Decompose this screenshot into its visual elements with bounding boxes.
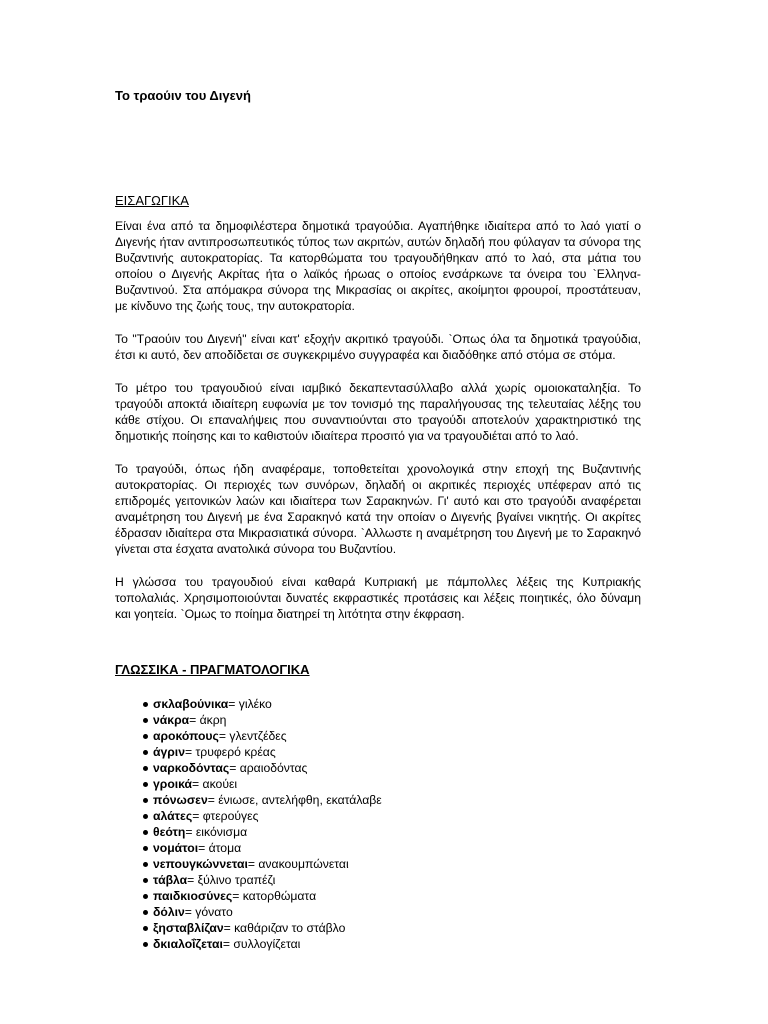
glossary-term: ναρκοδόντας: [153, 761, 230, 775]
glossary-item: [115, 856, 382, 872]
glossary-definition: = άτομα: [198, 841, 242, 855]
bullet-icon: [143, 718, 148, 723]
glossary-definition: = συλλογίζεται: [222, 937, 301, 951]
glossary-term: ξησταβλίζαν: [153, 921, 224, 935]
glossary-definition: = ανακουμπώνεται: [247, 857, 349, 871]
glossary-term: τάβλα: [153, 873, 188, 887]
intro-heading: ΕΙΣΑΓΩΓΙΚΑ: [115, 193, 189, 208]
glossary-definition: = φτερούγες: [192, 809, 259, 823]
glossary-definition: = άκρη: [189, 713, 227, 727]
glossary-definition: = εικόνισμα: [185, 825, 248, 839]
glossary-item: [115, 792, 382, 808]
intro-paragraph-3: Το μέτρο του τραγουδιού είναι ιαμβικό δεκαπεντασύλλαβο αλλά χωρίς ομοιοκαταληξία. Το τραγούδι αποκτά ιδιαίτερη ευφωνία με τον τονισμό της παραλήγουσας της τελευταίας λέξης του κάθε στίχου. Οι επαναλήψεις που συναντιούνται στο τραγούδι αποτελούν χαρακτηριστικό της δημοτικής ποίησης και το καθιστούν ιδιαίτερα προσιτό για να τραγουδιέται από το λαό.: [115, 381, 641, 443]
glossary-term: νομάτοι: [153, 841, 199, 855]
glossary-item: [115, 776, 382, 792]
glossary-definition: = κατορθώματα: [232, 889, 317, 903]
document-title: Το τραούιν του Διγενή: [115, 88, 251, 103]
bullet-icon: [143, 894, 148, 899]
bullet-icon: [143, 910, 148, 915]
bullet-icon: [143, 798, 148, 803]
glossary-definition: = ένιωσε, αντελήφθη, εκατάλαβε: [207, 793, 382, 807]
glossary-item: [115, 728, 382, 744]
bullet-icon: [143, 830, 148, 835]
bullet-icon: [143, 926, 148, 931]
bullet-icon: [143, 766, 148, 771]
bullet-icon: [143, 750, 148, 755]
glossary-item: [115, 712, 382, 728]
bullet-icon: [143, 942, 148, 947]
glossary-item: [115, 888, 382, 904]
glossary-term: δκιαλοΐζεται: [153, 937, 223, 951]
glossary-item: [115, 936, 382, 952]
glossary-item: [115, 840, 382, 856]
glossary-item: [115, 696, 382, 712]
glossary-term: θεότη: [153, 825, 186, 839]
glossary-term: πόνωσεν: [153, 793, 208, 807]
glossary-item: [115, 744, 382, 760]
bullet-icon: [143, 702, 148, 707]
bullet-icon: [143, 782, 148, 787]
intro-paragraph-1: Είναι ένα από τα δημοφιλέστερα δημοτικά τραγούδια. Αγαπήθηκε ιδιαίτερα από το λαό γιατί ο Διγενής ήταν αντιπροσωπευτικός τύπος των ακριτών, αυτών δηλαδή που φύλαγαν τα σύνορα της Βυζαντινής αυτοκρατορίας. Τα κατορθώματα του τραγουδήθηκαν από το λαό, στα μάτια του οποίου ο Διγενής Ακρίτας ήτα ο λαϊκός ήρωας ο οποίος ενσάρκωνε τα όνειρα του `Ελληνα-Βυζαντινού. Στα απόμακρα σύνορα της Μικρασίας οι ακρίτες, ακοίμητοι φρουροί, προστάτευαν, με κίνδυνο της ζωής τους, την αυτοκρατορία.: [115, 219, 641, 313]
glossary-definition: = τρυφερό κρέας: [184, 745, 276, 759]
glossary-term: άγριν: [153, 745, 185, 759]
glossary-term: δόλιν: [153, 905, 185, 919]
glossary-definition: = γόνατο: [184, 905, 233, 919]
glossary-definition: = αραιοδόντας: [229, 761, 308, 775]
glossary-term: νεπουγκώννεται: [153, 857, 248, 871]
glossary-item: [115, 808, 382, 824]
glossary-definition: = ξύλινο τραπέζι: [187, 873, 276, 887]
bullet-icon: [143, 862, 148, 867]
bullet-icon: [143, 846, 148, 851]
intro-paragraph-5: Η γλώσσα του τραγουδιού είναι καθαρά Κυπριακή με πάμπολλες λέξεις της Κυπριακής τοπολαλιάς. Χρησιμοποιούνται δυνατές εκφραστικές προτάσεις και λέξεις ποιητικές, όλο δύναμη και γοητεία. `Ομως το ποίημα διατηρεί τη λιτότητα στην έκφραση.: [115, 575, 641, 621]
glossary-term: γροικά: [153, 777, 193, 791]
bullet-icon: [143, 814, 148, 819]
glossary-definition: = γλεντζέδες: [218, 729, 287, 743]
glossary-item: [115, 824, 382, 840]
glossary-item: [115, 760, 382, 776]
glossary-definition: = ακούει: [192, 777, 238, 791]
intro-paragraph-2: Το "Τραούιν του Διγενή" είναι κατ' εξοχήν ακριτικό τραγούδι. `Οπως όλα τα δημοτικά τραγούδια, έτσι κι αυτό, δεν αποδίδεται σε συγκεκριμένο συγγραφέα και διαδόθηκε από στόμα σε στόμα.: [115, 332, 641, 362]
glossary-definition: = γιλέκο: [228, 697, 272, 711]
glossary-list: [115, 696, 382, 952]
intro-section: [115, 218, 641, 639]
bullet-icon: [143, 878, 148, 883]
bullet-icon: [143, 734, 148, 739]
glossary-heading: ΓΛΩΣΣΙΚΑ - ΠΡΑΓΜΑΤΟΛΟΓΙΚΑ: [115, 662, 310, 677]
glossary-item: [115, 872, 382, 888]
glossary-item: [115, 920, 382, 936]
glossary-item: [115, 904, 382, 920]
glossary-term: νάκρα: [153, 713, 190, 727]
intro-paragraph-4: Το τραγούδι, όπως ήδη αναφέραμε, τοποθετείται χρονολογικά στην εποχή της Βυζαντινής αυτοκρατορίας. Οι περιοχές των συνόρων, δηλαδή οι ακριτικές περιοχές υπέφεραν από τις επιδρομές γειτονικών λαών και ιδιαίτερα των Σαρακηνών. Γι' αυτό και στο τραγούδι αναφέρεται αναμέτρηση του Διγενή με ένα Σαρακηνό κατά την οποίαν ο Διγενής βγαίνει νικητής. Οι ακρίτες έδρασαν ιδιαίτερα στα Μικρασιατικά σύνορα. `Αλλωστε η αναμέτρηση του Διγενή με το Σαρακηνό γίνεται στα έσχατα ανατολικά σύνορα του Βυζαντίου.: [115, 462, 641, 556]
glossary-definition: = καθάριζαν το στάβλο: [223, 921, 346, 935]
glossary-term: παιδκιοσύνες: [153, 889, 233, 903]
glossary-term: αροκόπους: [153, 729, 219, 743]
glossary-term: αλάτες: [153, 809, 193, 823]
glossary-term: σκλαβούνικα: [153, 697, 229, 711]
